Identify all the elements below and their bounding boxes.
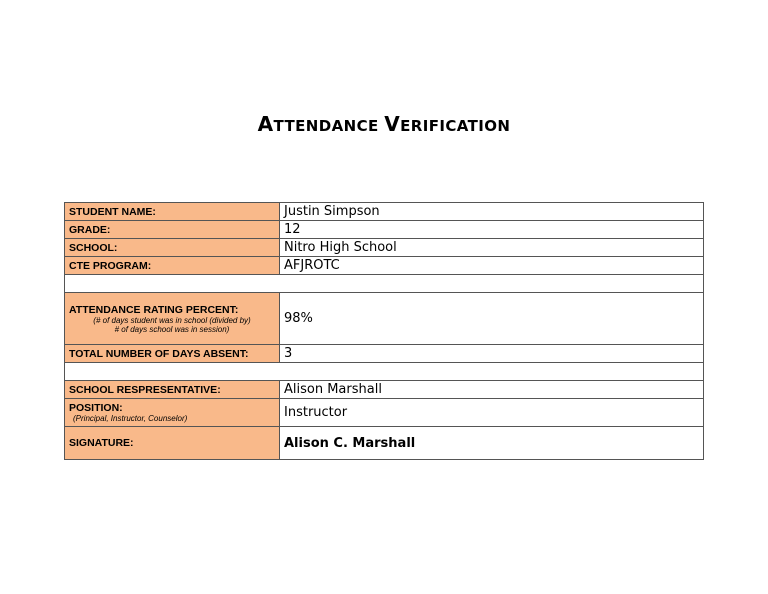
spacer-row (65, 363, 704, 381)
school-value[interactable]: Nitro High School (280, 239, 704, 257)
signature-label: SIGNATURE: (65, 427, 280, 460)
signature-row (65, 427, 704, 460)
school-row (65, 239, 704, 257)
attendance-rating-label: ATTENDANCE RATING PERCENT: (# of days student was in school (divided by) # of days school was in session) (65, 293, 280, 345)
student-name-value[interactable]: Justin Simpson (280, 203, 704, 221)
student-name-row (65, 203, 704, 221)
attendance-form-table (64, 202, 704, 460)
position-row (65, 399, 704, 427)
grade-value[interactable]: 12 (280, 221, 704, 239)
days-absent-label: TOTAL NUMBER OF DAYS ABSENT: (65, 345, 280, 363)
cte-program-label: CTE PROGRAM: (65, 257, 280, 275)
student-name-label: STUDENT NAME: (65, 203, 280, 221)
days-absent-row (65, 345, 704, 363)
position-note: (Principal, Instructor, Counselor) (73, 414, 188, 423)
page-title: ATTENDANCE VERIFICATION (257, 112, 511, 136)
attendance-rating-value[interactable]: 98% (280, 293, 704, 345)
cte-program-row (65, 257, 704, 275)
position-label: POSITION: (Principal, Instructor, Counselor) (65, 399, 280, 427)
position-value[interactable]: Instructor (280, 399, 704, 427)
days-absent-value[interactable]: 3 (280, 345, 704, 363)
attendance-rating-note: (# of days student was in school (divided by) (93, 315, 251, 325)
representative-label: SCHOOL RESPRESENTATIVE: (65, 381, 280, 399)
grade-row (65, 221, 704, 239)
grade-label: GRADE: (65, 221, 280, 239)
signature-value[interactable]: Alison C. Marshall (280, 427, 704, 460)
representative-row (65, 381, 704, 399)
school-label: SCHOOL: (65, 239, 280, 257)
representative-value[interactable]: Alison Marshall (280, 381, 704, 399)
spacer-row (65, 275, 704, 293)
attendance-rating-note-2: # of days school was in session) (114, 324, 230, 334)
cte-program-value[interactable]: AFJROTC (280, 257, 704, 275)
attendance-rating-row (65, 293, 704, 345)
